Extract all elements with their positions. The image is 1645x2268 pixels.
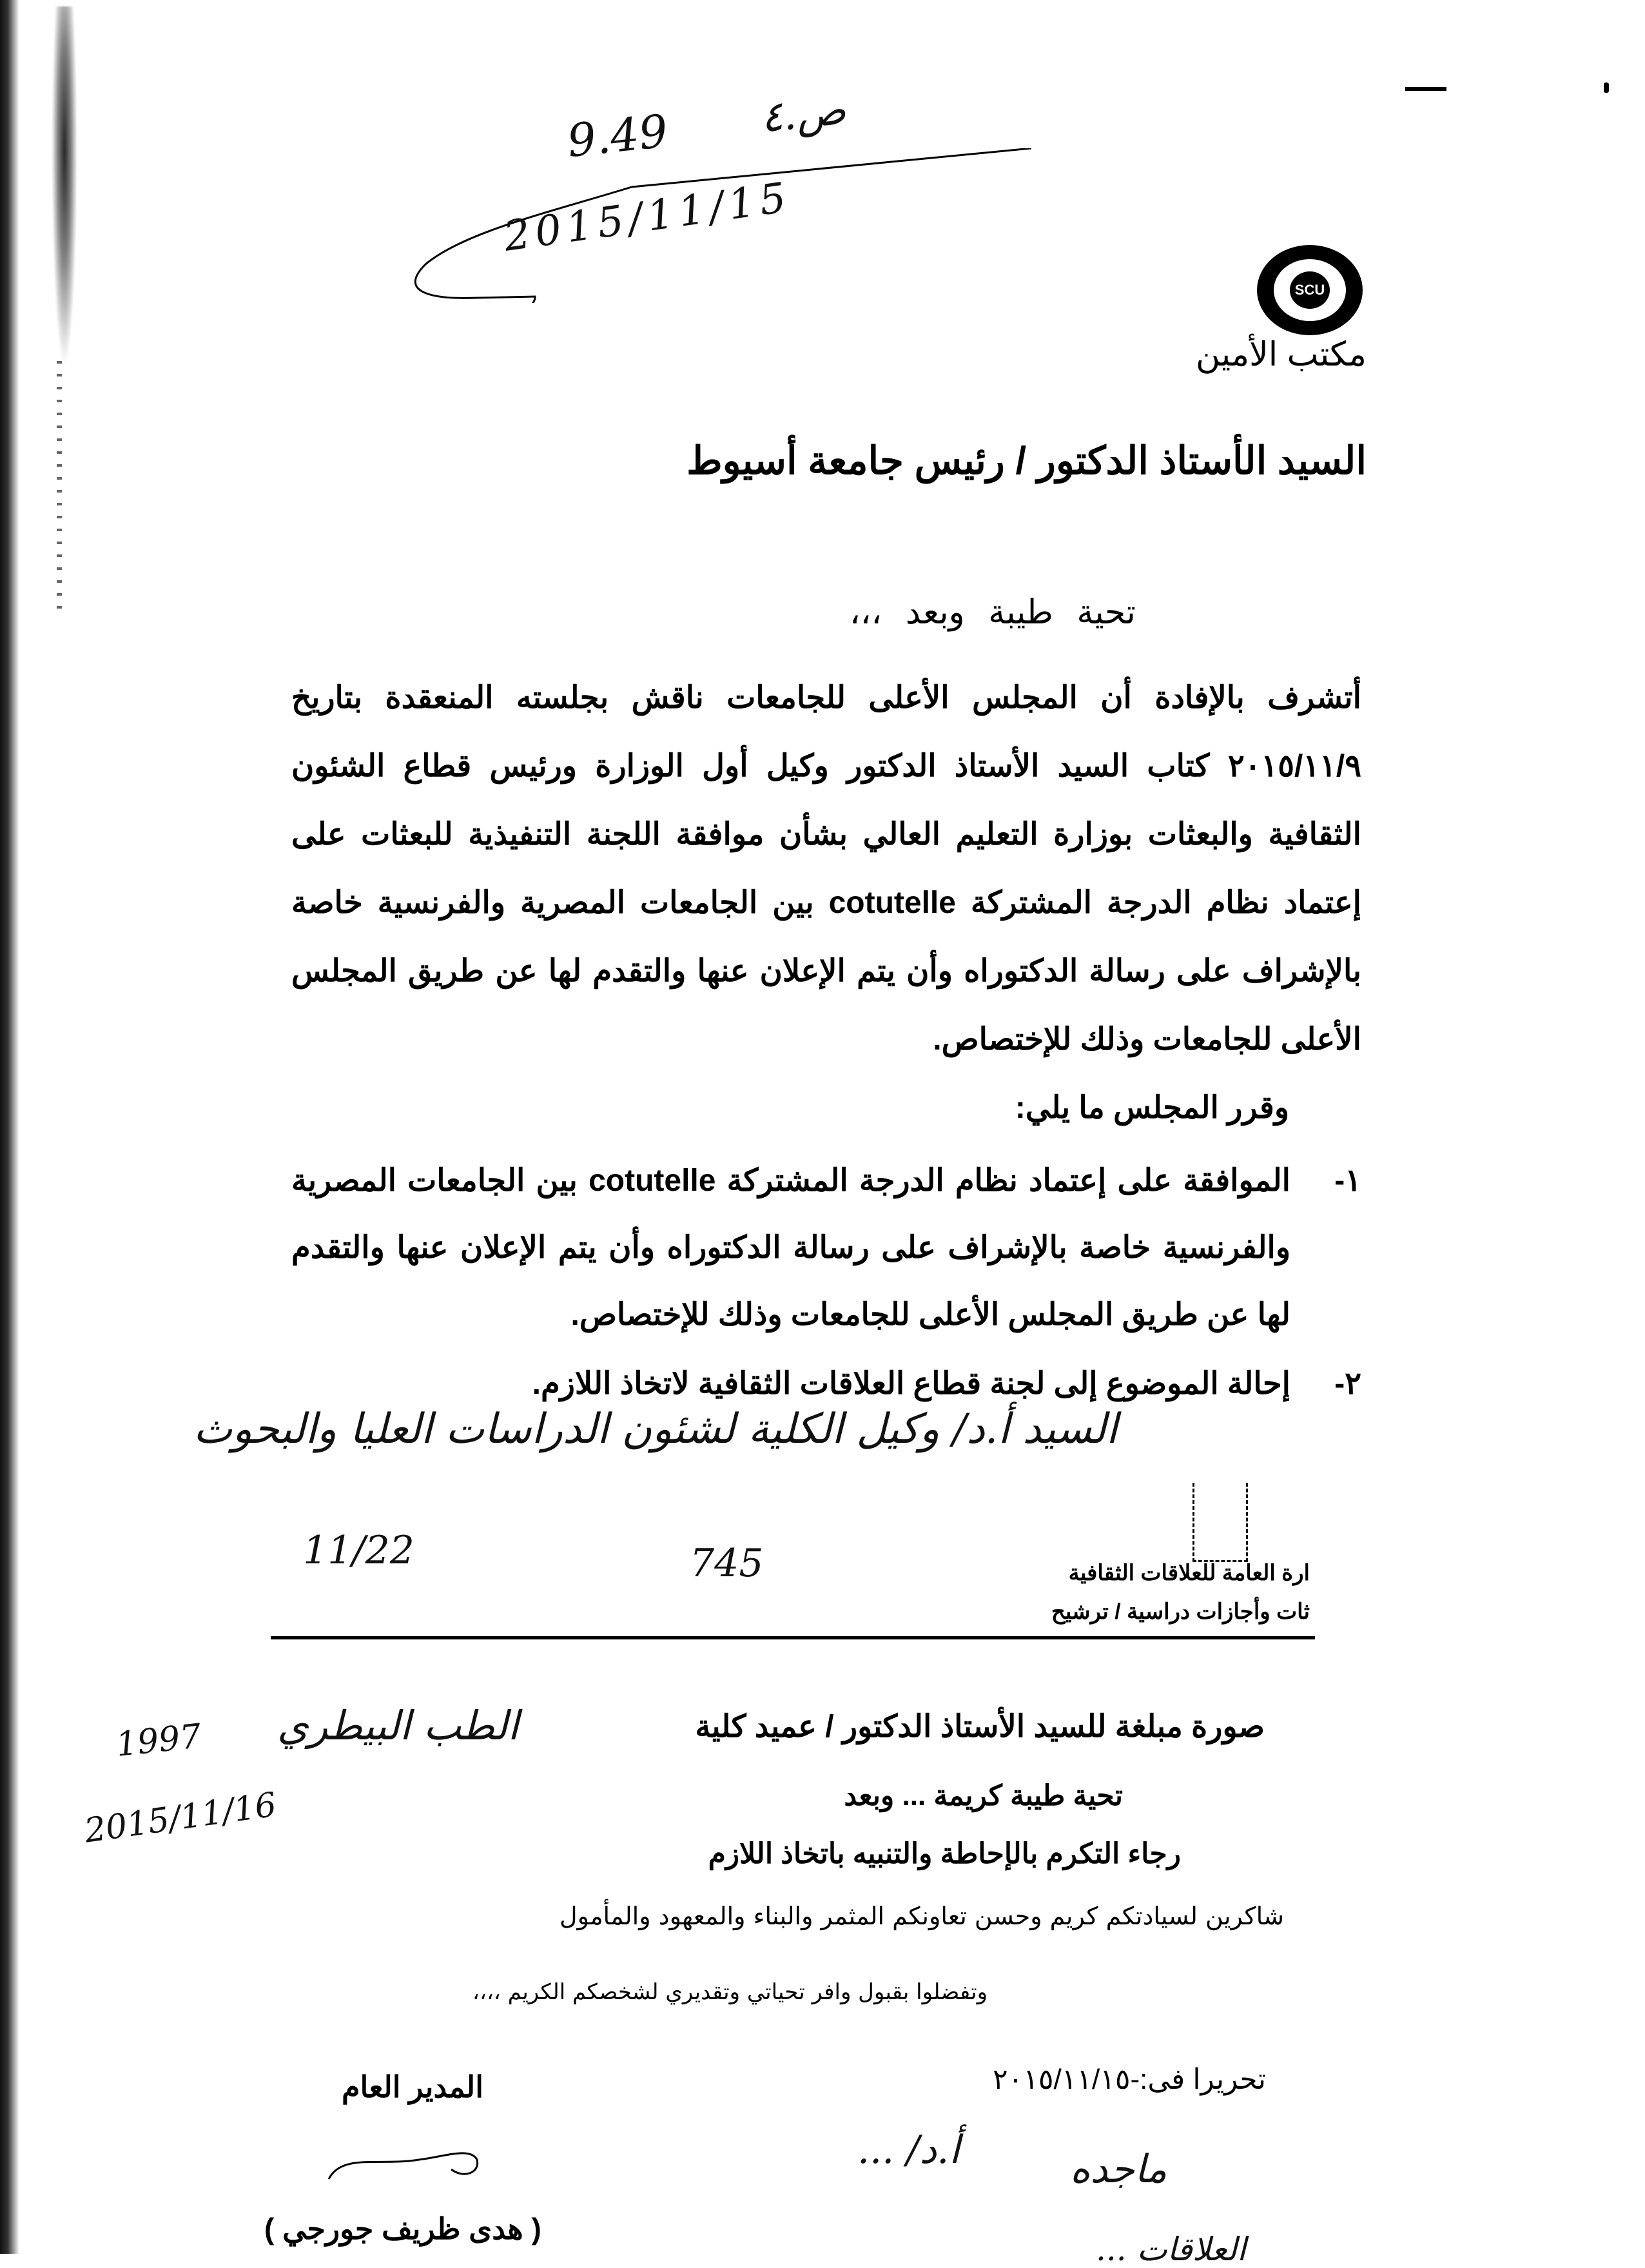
department-stamp <box>1192 1483 1248 1562</box>
gm-signature <box>322 2140 490 2192</box>
department-line-2: ثات وأجازات دراسية / ترشيح <box>1051 1599 1310 1624</box>
handwritten-ref: ص.٤ <box>758 86 848 142</box>
scan-noise <box>52 6 77 367</box>
decision-heading: وقرر المجلس ما يلي: <box>1015 1091 1289 1125</box>
gm-title: المدير العام <box>342 2070 483 2104</box>
handwritten-number: 745 <box>690 1541 764 1586</box>
handwritten-time: 9.49 <box>565 104 670 168</box>
scan-noise-dots <box>57 361 62 619</box>
decision-number: ١- <box>1334 1164 1361 1198</box>
cc-request: رجاء التكرم بالإحاطة والتنبيه باتخاذ اللازم <box>708 1838 1181 1870</box>
handwritten-number: 1997 <box>114 1717 204 1765</box>
handwritten-note: العلاقات ... <box>1096 2231 1246 2268</box>
department-line-1: ارة العامة للعلاقات الثقافية <box>1068 1561 1310 1585</box>
addressee: السيد الأستاذ الدكتور / رئيس جامعة أسيوط <box>686 439 1367 482</box>
issued-date <box>993 2063 1266 2096</box>
handwritten-note: السيد أ.د/ وكيل الكلية لشئون الدراسات العليا والبحوث <box>193 1405 1118 1453</box>
handwritten-initials: أ.د/ ... <box>857 2127 960 2173</box>
punch-mark <box>1604 83 1609 93</box>
cc-line: صورة مبلغة للسيد الأستاذ الدكتور / عميد كلية <box>695 1710 1265 1744</box>
logo-ring <box>1274 259 1346 321</box>
body-paragraph: أتشرف بالإفادة أن المجلس الأعلى للجامعات ناقش بجلسته المنعقدة بتاريخ ٢٠١٥/١١/٩ كتاب السيد الأستاذ الدكتور وكيل أول الوزارة ورئيس قطاع الشئون الثقافية والبعثات بوزارة التعليم العالي بشأن موافقة اللجنة التنفيذية للبعثات على إعتماد نظام الدرجة المشتركة cotutelle بين الجامعات المصرية والفرنسية خاصة بالإشراف على رسالة الدكتوراه وأن يتم الإعلان عنها والتقدم لها عن طريق المجلس الأعلى للجامعات وذلك للإختصاص. <box>291 681 1361 1057</box>
cc-greeting: تحية طيبة كريمة ... وبعد <box>844 1780 1123 1812</box>
handwritten-signature-date: 11/22 <box>303 1528 414 1573</box>
scan-edge <box>0 0 19 2254</box>
handwritten-date: 2015/11/16 <box>82 1785 279 1851</box>
decision-text: الموافقة على إعتماد نظام الدرجة المشتركة cotutelle بين الجامعات المصرية والفرنسية خاصة بالإشراف على رسالة الدكتوراه وأن يتم الإعلان عنها والتقدم لها عن طريق المجلس الأعلى للجامعات وذلك للإختصاص. <box>291 1164 1290 1332</box>
logo-text: SCU <box>1290 271 1330 309</box>
decision-number: ٢- <box>1334 1367 1361 1401</box>
office-label: مكتب الأمين <box>1195 336 1367 373</box>
punch-mark <box>1405 87 1446 91</box>
issued-label: تحريرا فى:- <box>1130 2064 1266 2095</box>
handwritten-faculty: الطب البيطري <box>277 1702 519 1749</box>
closing-line: وتفضلوا بقبول وافر تحياتي وتقديري لشخصكم الكريم ،،،، <box>472 1979 988 2005</box>
scu-logo <box>1257 245 1363 335</box>
handwritten-name: ماجده <box>1070 2147 1167 2192</box>
gm-name: ( هدى ظريف جورجي ) <box>264 2212 541 2245</box>
divider <box>271 1636 1315 1639</box>
issued-value: ٢٠١٥/١١/١٥ <box>993 2064 1131 2095</box>
handwritten-date: 2015/11/15 <box>501 173 794 261</box>
decision-text: إحالة الموضوع إلى لجنة قطاع العلاقات الثقافية لاتخاذ اللازم. <box>532 1367 1290 1401</box>
thanks-line: شاكرين لسيادتكم كريم وحسن تعاونكم المثمر والبناء والمعهود والمأمول <box>559 1902 1284 1930</box>
greeting: تحية طيبة وبعد ،،، <box>849 593 1136 632</box>
